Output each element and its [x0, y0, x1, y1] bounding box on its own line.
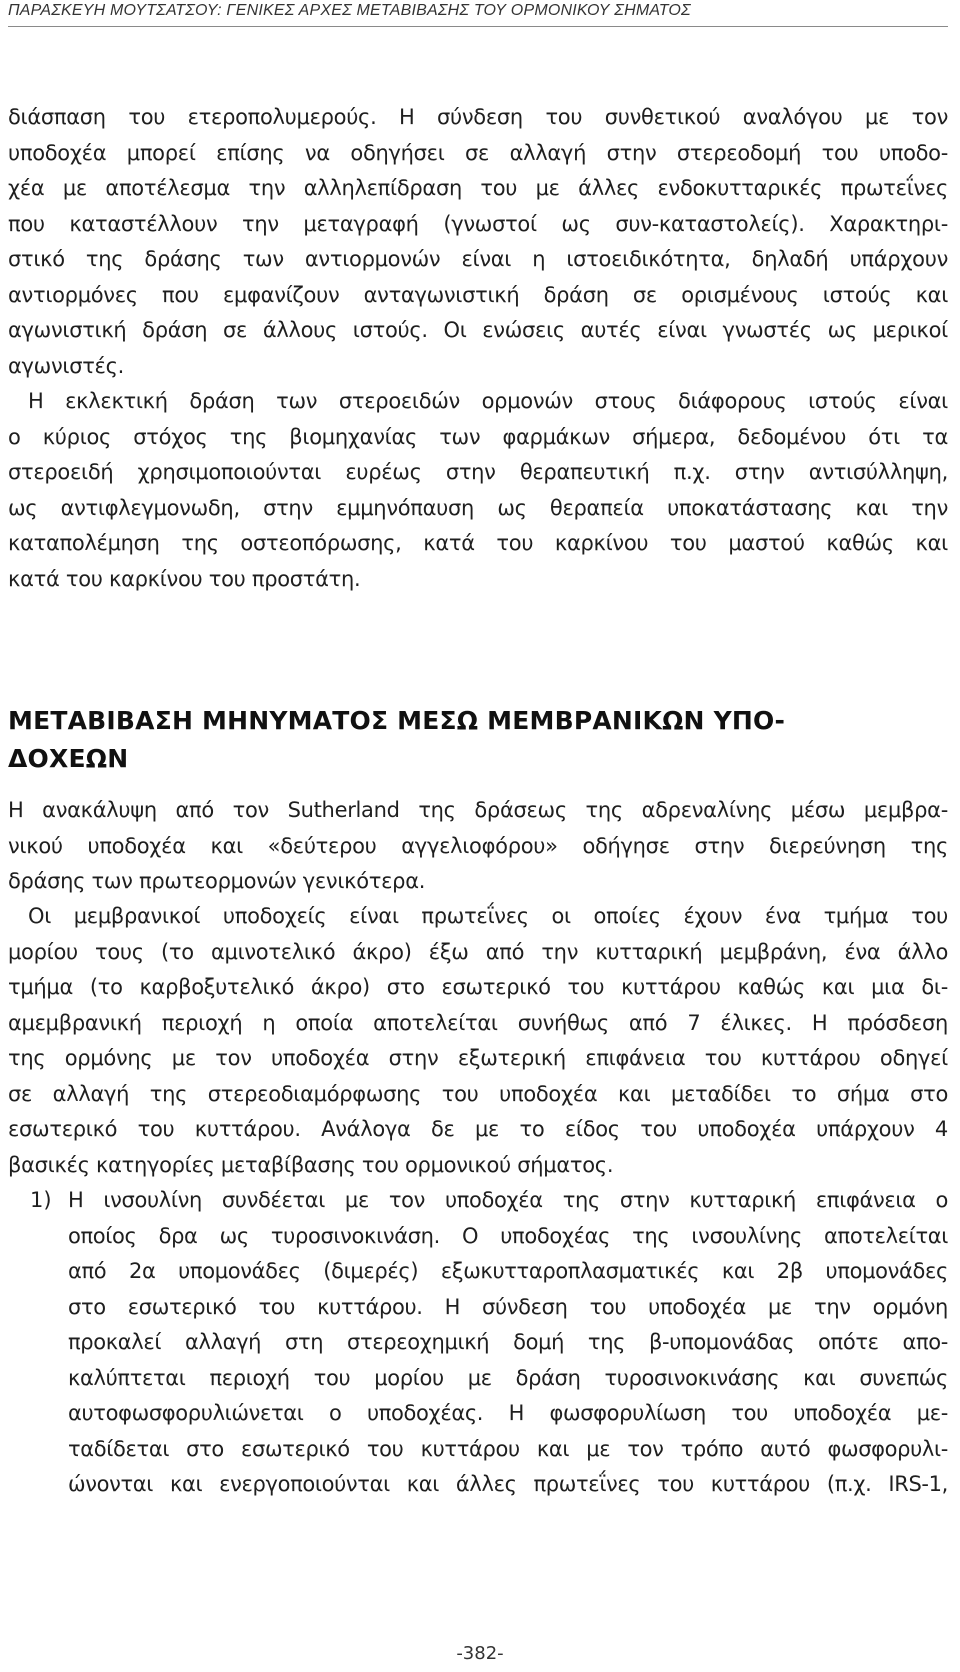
text-line: αγωνιστική δράση σε άλλους ιστούς. Οι ενώσεις αυτές είναι γνωστές ως μερικοί [8, 318, 948, 342]
text-line: από 2α υπομονάδες (διμερές) εξωκυτταροπλασματικές και 2β υπομονάδες [68, 1259, 948, 1283]
section-heading-line: ΜΕΤΑΒΙΒΑΣΗ ΜΗΝΥΜΑΤΟΣ ΜΕΣΩ ΜΕΜΒΡΑΝΙΚΩΝ ΥΠΟ- [8, 706, 786, 735]
text-line: ώνονται και ενεργοποιούνται και άλλες πρωτεΐνες του κυττάρου (π.χ. IRS-1, [68, 1472, 948, 1496]
paragraph-2 [8, 384, 948, 597]
text-line: καταπολέμηση της οστεοπόρωσης, κατά του καρκίνου του μαστού καθώς και [8, 531, 948, 555]
text-line: Οι μεμβρανικοί υποδοχείς είναι πρωτεΐνες οι οποίες έχουν ένα τμήμα του [28, 904, 948, 928]
text-line: Η ανακάλυψη από τον Sutherland της δράσεως της αδρεναλίνης μέσω μεμβρα- [8, 798, 948, 822]
text-line: υποδοχέα μπορεί επίσης να οδηγήσει σε αλλαγή στην στερεοδομή του υποδο- [8, 140, 948, 165]
text-line: που καταστέλλουν την μεταγραφή (γνωστοί ως συν-καταστολείς). Χαρακτηρι- [8, 211, 948, 236]
paragraph-4 [8, 899, 948, 1183]
running-head: ΠΑΡΑΣΚΕΥΗ ΜΟΥΤΣΑΤΣΟΥ: ΓΕΝΙΚΕΣ ΑΡΧΕΣ ΜΕΤΑΒΙΒΑΣΗΣ ΤΟΥ ΟΡΜΟΝΙΚΟΥ ΣΗΜΑΤΟΣ [8, 0, 948, 27]
text-line: σε αλλαγή της στερεοδιαμόρφωσης του υποδοχέα και μεταδίδει το σήμα στο [8, 1081, 948, 1106]
text-line: προκαλεί αλλαγή στη στερεοχημική δομή της β-υπομονάδας οπότε απο- [68, 1330, 948, 1354]
paragraph-3 [8, 793, 948, 900]
text-line: διάσπαση του ετεροπολυμερούς. Η σύνδεση του συνθετικού αναλόγου με τον [8, 105, 948, 129]
text-line: χέα με αποτέλεσμα την αλληλεπίδραση του με άλλες ενδοκυτταρικές πρωτεΐνες [8, 176, 948, 200]
text-line: τμήμα (το καρβοξυτελικό άκρο) στο εσωτερικό του κυττάρου καθώς και μια δι- [8, 975, 948, 999]
paragraph-1 [8, 100, 948, 384]
text-line: οποίος δρα ως τυροσινοκινάση. Ο υποδοχέας της ινσουλίνης αποτελείται [68, 1223, 948, 1248]
list-marker: 1) [30, 1188, 52, 1212]
text-line: ως αντιφλεγμονωδη, στην εμμηνόπαυση ως θεραπεία υποκατάστασης και την [8, 495, 948, 520]
text-line: στικό της δράσης των αντιορμονών είναι η ιστοειδικότητα, δηλαδή υπάρχουν [8, 247, 948, 271]
text-line: της ορμόνης με τον υποδοχέα στην εξωτερική επιφάνεια του κυττάρου οδηγεί [8, 1046, 948, 1070]
text-line: αμεμβρανική περιοχή η οποία αποτελείται συνήθως από 7 έλικες. Η πρόσδεση [8, 1010, 948, 1035]
text-line: Η εκλεκτική δράση των στεροειδών ορμονών στους διάφορους ιστούς είναι [28, 389, 948, 413]
text-line: ο κύριος στόχος της βιομηχανίας των φαρμάκων σήμερα, δεδομένου ότι τα [8, 424, 948, 449]
text-line: νικού υποδοχέα και «δεύτερου αγγελιοφόρου» οδήγησε στην διερεύνηση της [8, 833, 948, 858]
text-line: αντιορμόνες που εμφανίζουν ανταγωνιστική δράση σε ορισμένους ιστούς και [8, 282, 948, 307]
page-number: -382- [456, 1643, 504, 1664]
text-line: κατά του καρκίνου του προστάτη. [8, 566, 361, 591]
text-line: στεροειδή χρησιμοποιούνται ευρέως στην θεραπευτική π.χ. στην αντισύλληψη, [8, 460, 948, 484]
text-line: αγωνιστές. [8, 353, 124, 378]
text-line: στο εσωτερικό του κυττάρου. Η σύνδεση του υποδοχέα με την ορμόνη [68, 1294, 948, 1319]
text-line: αυτοφωσφορυλιώνεται ο υποδοχέας. Η φωσφορυλίωση του υποδοχέα με- [68, 1401, 948, 1425]
text-line: Η ινσουλίνη συνδέεται με τον υποδοχέα της στην κυτταρική επιφάνεια ο [68, 1188, 948, 1212]
list-item-text [68, 1183, 948, 1503]
section-heading-line: ΔΟΧΕΩΝ [8, 744, 129, 773]
text-line: καλύπτεται περιοχή του μορίου με δράση τυροσινοκινάσης και συνεπώς [68, 1365, 948, 1390]
text-line: εσωτερικό του κυττάρου. Ανάλογα δε με το είδος του υποδοχέα υπάρχουν 4 [8, 1117, 948, 1141]
text-line: δράσης των πρωτεορμονών γενικότερα. [8, 869, 426, 893]
text-line: ταδίδεται στο εσωτερικό του κυττάρου και με τον τρόπο αυτό φωσφορυλι- [68, 1436, 948, 1461]
text-line: βασικές κατηγορίες μεταβίβασης του ορμονικού σήματος. [8, 1152, 614, 1177]
section-heading [8, 702, 948, 778]
text-line: μορίου τους (το αμινοτελικό άκρο) έξω από την κυτταρική μεμβράνη, ένα άλλο [8, 939, 948, 964]
